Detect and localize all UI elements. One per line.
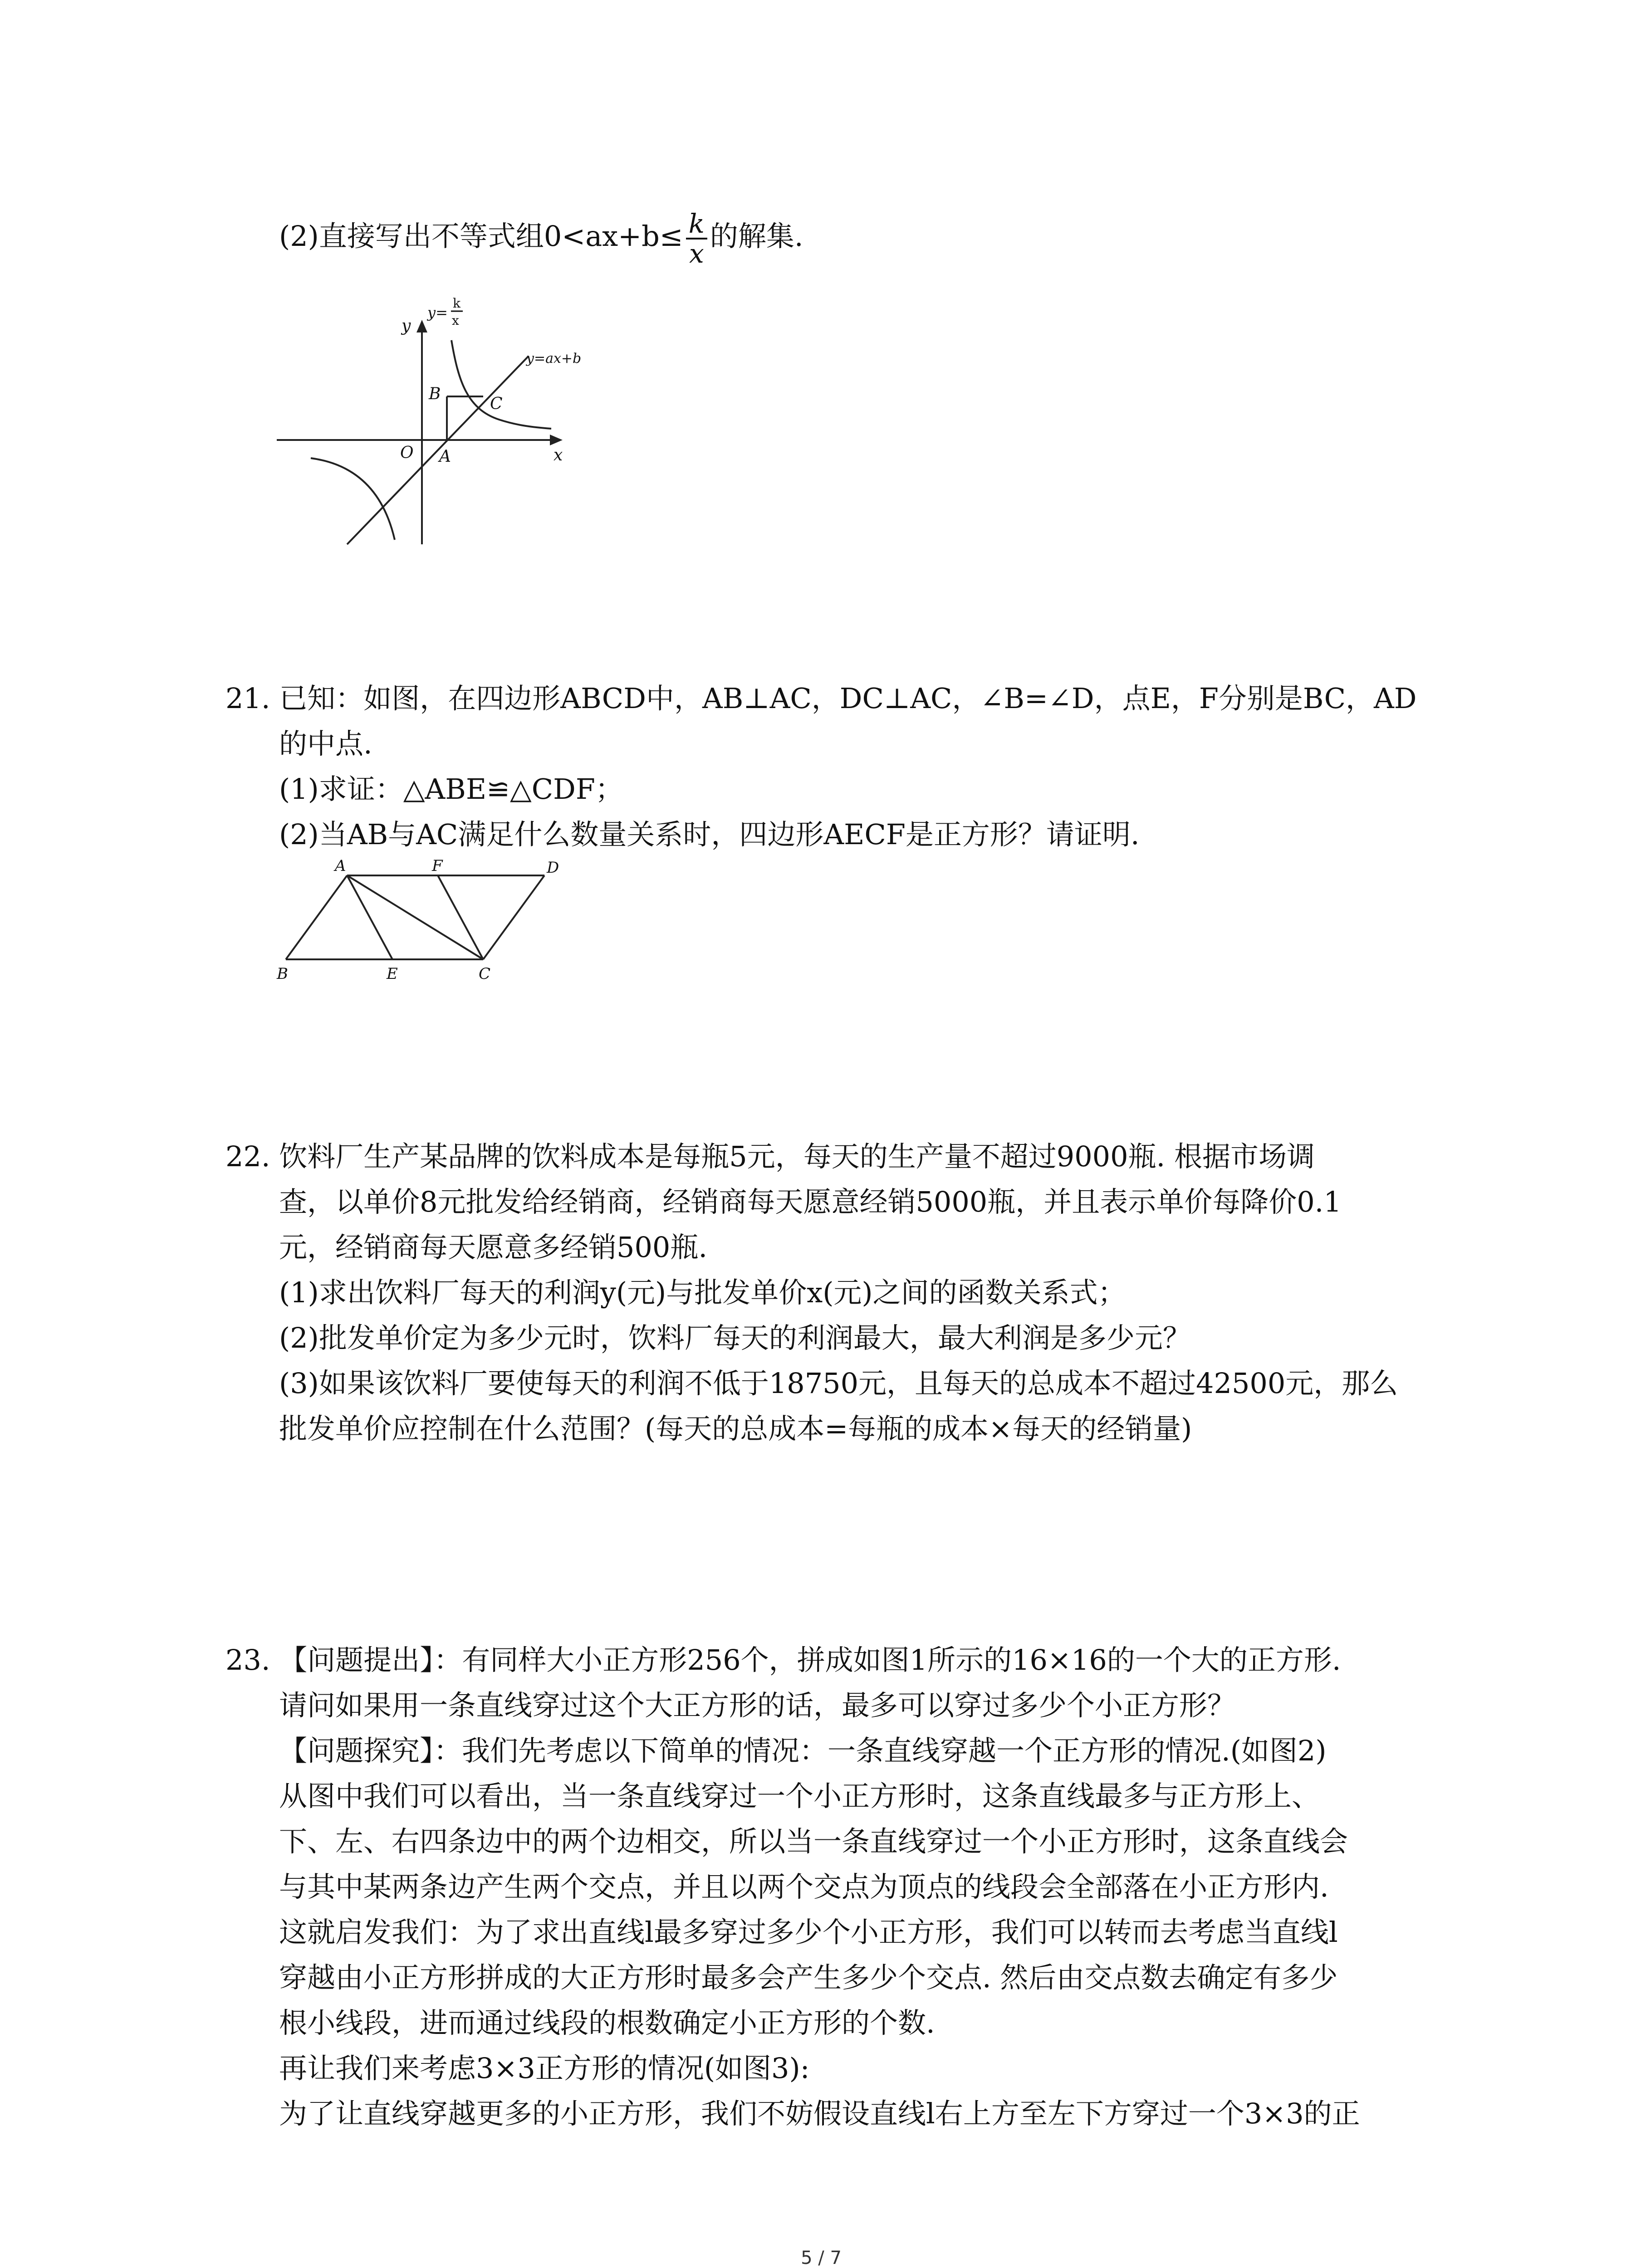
q23-line-1: 23. 【问题提出】：有同样大小正方形256个，拼成如图1所示的16×16的一个大的正方形. <box>225 1643 1341 1677</box>
q20-part2-tail: 的解集. <box>710 220 803 253</box>
q21-line-4: (2)当AB与AC满足什么数量关系时，四边形AECF是正方形？请证明. <box>279 818 1140 851</box>
q23-line-7: 这就启发我们：为了求出直线l最多穿过多少个小正方形，我们可以转而去考虑当直线l <box>279 1916 1338 1949</box>
q21-line-3: (1)求证：△ABE≌△CDF； <box>279 772 623 806</box>
q22-line-1: 22. 饮料厂生产某品牌的饮料成本是每瓶5元，每天的生产量不超过9000瓶. 根据市场调 <box>225 1140 1315 1173</box>
q20-graph-figure <box>272 290 590 549</box>
label-point-B: B <box>429 385 441 403</box>
segment-AE <box>347 875 392 959</box>
q23-line-2: 请问如果用一条直线穿过这个大正方形的话，最多可以穿过多少个小正方形？ <box>279 1689 1236 1722</box>
q20-graph-svg <box>272 290 590 549</box>
label-hyperbola-num: k <box>453 296 460 311</box>
q23-line-3: 【问题探究】：我们先考虑以下简单的情况：一条直线穿越一个正方形的情况.(如图2) <box>279 1734 1327 1767</box>
label-point-C: C <box>490 395 503 413</box>
label-point-E: E <box>387 965 398 983</box>
q20-part2-line <box>279 210 803 268</box>
q23-line-10: 再让我们来考虑3×3正方形的情况(如图3): <box>279 2052 810 2085</box>
q22-line-4: (1)求出饮料厂每天的利润y(元)与批发单价x(元)之间的函数关系式； <box>279 1276 1126 1309</box>
hyperbola-branch-third-quadrant <box>311 458 395 540</box>
label-hyperbola-lhs: y= <box>427 304 448 321</box>
label-line-equation: y=ax+b <box>526 351 582 367</box>
y-axis-arrow <box>416 320 427 332</box>
label-point-A: A <box>335 857 346 875</box>
q22-line-2: 查，以单价8元批发给经销商，经销商每天愿意经销5000瓶，并且表示单价每降价0.1 <box>279 1185 1342 1218</box>
label-origin-O: O <box>400 444 414 462</box>
q22-line-5: (2)批发单价定为多少元时，饮料厂每天的利润最大，最大利润是多少元？ <box>279 1321 1191 1354</box>
page-number: 5 / 7 <box>801 2248 842 2268</box>
k-over-x-fraction <box>686 210 707 268</box>
q23-line-5: 下、左、右四条边中的两个边相交，所以当一条直线穿过一个小正方形时，这条直线会 <box>279 1825 1348 1858</box>
q21-quadrilateral-figure <box>272 857 572 989</box>
fraction-numerator: k <box>686 210 707 240</box>
segment-DC <box>483 875 544 959</box>
q23-line-9: 根小线段，进而通过线段的根数确定小正方形的个数. <box>279 2006 935 2039</box>
label-x-axis: x <box>554 446 563 464</box>
label-point-B: B <box>277 965 288 983</box>
q23-line-6: 与其中某两条边产生两个交点，并且以两个交点为顶点的线段会全部落在小正方形内. <box>279 1870 1329 1903</box>
fraction-denominator: x <box>689 238 704 269</box>
label-hyperbola-den: x <box>452 313 459 328</box>
q22-line-6: (3)如果该饮料厂要使每天的利润不低于18750元，且每天的总成本不超过42500元，那么 <box>279 1367 1398 1400</box>
q22-line-7: 批发单价应控制在什么范围？(每天的总成本=每瓶的成本×每天的经销量) <box>279 1412 1192 1445</box>
q21-figure-svg <box>272 857 572 989</box>
label-point-F: F <box>432 857 443 875</box>
q23-line-11: 为了让直线穿越更多的小正方形，我们不妨假设直线l右上方至左下方穿过一个3×3的正 <box>279 2097 1360 2130</box>
q23-line-8: 穿越由小正方形拼成的大正方形时最多会产生多少个交点. 然后由交点数去确定有多少 <box>279 1961 1338 1994</box>
q22-line-3: 元，经销商每天愿意多经销500瓶. <box>279 1231 708 1264</box>
segment-FC <box>438 875 483 959</box>
q21-line-1: 21. 已知：如图，在四边形ABCD中，AB⊥AC，DC⊥AC，∠B=∠D，点E，F分别是BC，AD <box>225 682 1417 715</box>
label-y-axis: y <box>402 317 411 335</box>
q20-part2-text: (2)直接写出不等式组0<ax+b≤ <box>279 220 683 253</box>
q21-line-2: 的中点. <box>279 727 372 760</box>
segment-AC <box>347 875 483 959</box>
x-axis-arrow <box>550 435 563 445</box>
label-point-D: D <box>547 859 559 877</box>
q23-line-4: 从图中我们可以看出，当一条直线穿过一个小正方形时，这条直线最多与正方形上、 <box>279 1779 1320 1813</box>
label-point-A: A <box>439 447 451 466</box>
label-point-C: C <box>479 965 491 983</box>
segment-AB <box>286 875 347 959</box>
